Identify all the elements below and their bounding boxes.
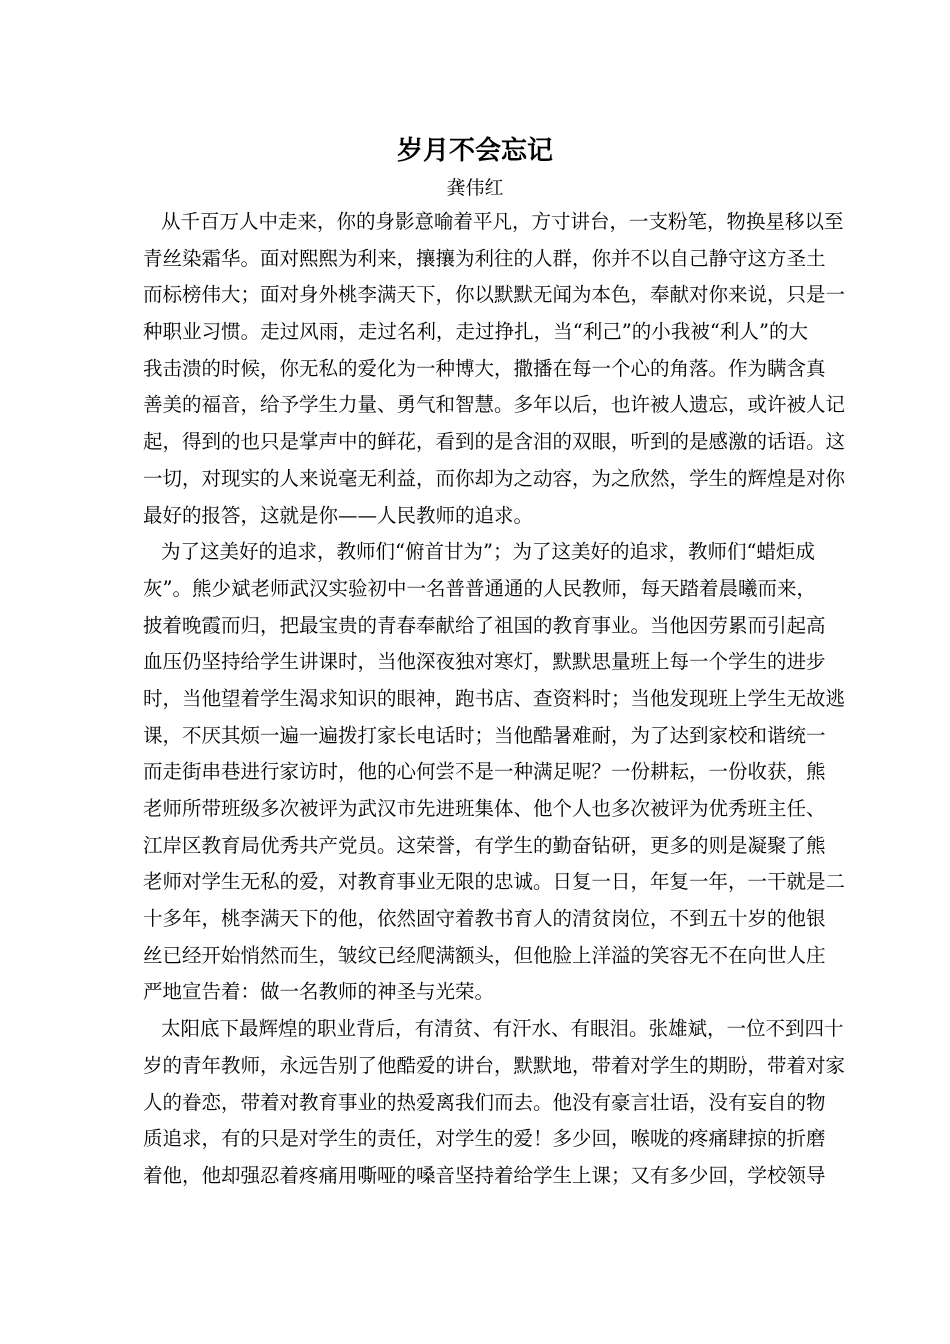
document-title: 岁月不会忘记 bbox=[396, 136, 553, 166]
text-line: 灰”。熊少斌老师武汉实验初中一名普普通通的人民教师，每天踏着晨曦而来， bbox=[143, 576, 816, 600]
text-line: 严地宣告着：做一名教师的神圣与光荣。 bbox=[143, 980, 495, 1004]
text-line: 披着晚霞而归，把最宝贵的青春奉献给了祖国的教育事业。当他因劳累而引起高 bbox=[143, 613, 826, 637]
text-line: 而标榜伟大；面对身外桃李满天下，你以默默无闻为本色，奉献对你来说，只是一 bbox=[143, 283, 846, 307]
text-line: 青丝染霜华。面对熙熙为利来，攘攘为利往的人群，你并不以自己静守这方圣土 bbox=[143, 246, 826, 270]
text-line: 血压仍坚持给学生讲课时，当他深夜独对寒灯，默默思量班上每一个学生的进步 bbox=[143, 650, 826, 674]
text-line: 老师所带班级多次被评为武汉市先进班集体、他个人也多次被评为优秀班主任、 bbox=[143, 797, 826, 820]
text-line: 岁的青年教师，永远告别了他酷爱的讲台，默默地，带着对学生的期盼，带着对家 bbox=[143, 1053, 846, 1077]
text-line: 着他，他却强忍着疼痛用嘶哑的嗓音坚持着给学生上课；又有多少回，学校领导 bbox=[143, 1163, 826, 1187]
author-name: 龚伟红 bbox=[446, 177, 504, 199]
text-line: 十多年，桃李满天下的他，依然固守着教书育人的清贫岗位，不到五十岁的他银 bbox=[143, 907, 826, 931]
text-line: 太阳底下最辉煌的职业背后，有清贫、有汗水、有眼泪。张雄斌，一位不到四十 bbox=[161, 1017, 844, 1041]
text-line: 一切，对现实的人来说毫无利益，而你却为之动容，为之欣然，学生的辉煌是对你 bbox=[143, 466, 846, 490]
text-line: 种职业习惯。走过风雨，走过名利，走过挣扎，当“利己”的小我被“利人”的大 bbox=[143, 320, 808, 344]
paragraph-3 bbox=[143, 1011, 846, 1194]
text-line: 江岸区教育局优秀共产党员。这荣誉，有学生的勤奋钻研，更多的则是凝聚了熊 bbox=[143, 833, 826, 857]
text-line: 课，不厌其烦一遍一遍拨打家长电话时；当他酷暑难耐，为了达到家校和谐统一 bbox=[143, 723, 826, 747]
text-line: 质追求，有的只是对学生的责任，对学生的爱！多少回，喉咙的疼痛肆掠的折磨 bbox=[143, 1127, 826, 1151]
text-line: 人的眷恋，带着对教育事业的热爱离我们而去。他没有豪言壮语，没有妄自的物 bbox=[143, 1090, 826, 1114]
text-line: 而走街串巷进行家访时，他的心何尝不是一种满足呢？一份耕耘，一份收获，熊 bbox=[143, 760, 826, 784]
text-line: 老师对学生无私的爱，对教育事业无限的忠诚。日复一日，年复一年，一干就是二 bbox=[143, 870, 846, 894]
text-line: 起，得到的也只是掌声中的鲜花，看到的是含泪的双眼，听到的是感激的话语。这 bbox=[143, 430, 846, 454]
text-line: 时，当他望着学生渴求知识的眼神，跑书店、查资料时；当他发现班上学生无故逃 bbox=[143, 686, 846, 710]
text-line: 我击溃的时候，你无私的爱化为一种博大，撒播在每一个心的角落。作为瞒含真 bbox=[143, 356, 826, 380]
text-line: 丝已经开始悄然而生，皱纹已经爬满额头，但他脸上洋溢的笑容无不在向世人庄 bbox=[143, 943, 826, 967]
text-line: 最好的报答，这就是你——人民教师的追求。 bbox=[143, 503, 534, 527]
paragraph-2 bbox=[143, 534, 846, 1011]
paragraph-1 bbox=[143, 204, 846, 534]
article-body bbox=[143, 204, 846, 1195]
text-line: 善美的福音，给予学生力量、勇气和智慧。多年以后，也许被人遗忘，或许被人记 bbox=[143, 393, 846, 417]
text-line: 从千百万人中走来，你的身影意喻着平凡，方寸讲台，一支粉笔，物换星移以至 bbox=[161, 210, 844, 233]
text-line: 为了这美好的追求，教师们“俯首甘为”；为了这美好的追求，教师们“蜡炬成 bbox=[161, 540, 815, 564]
